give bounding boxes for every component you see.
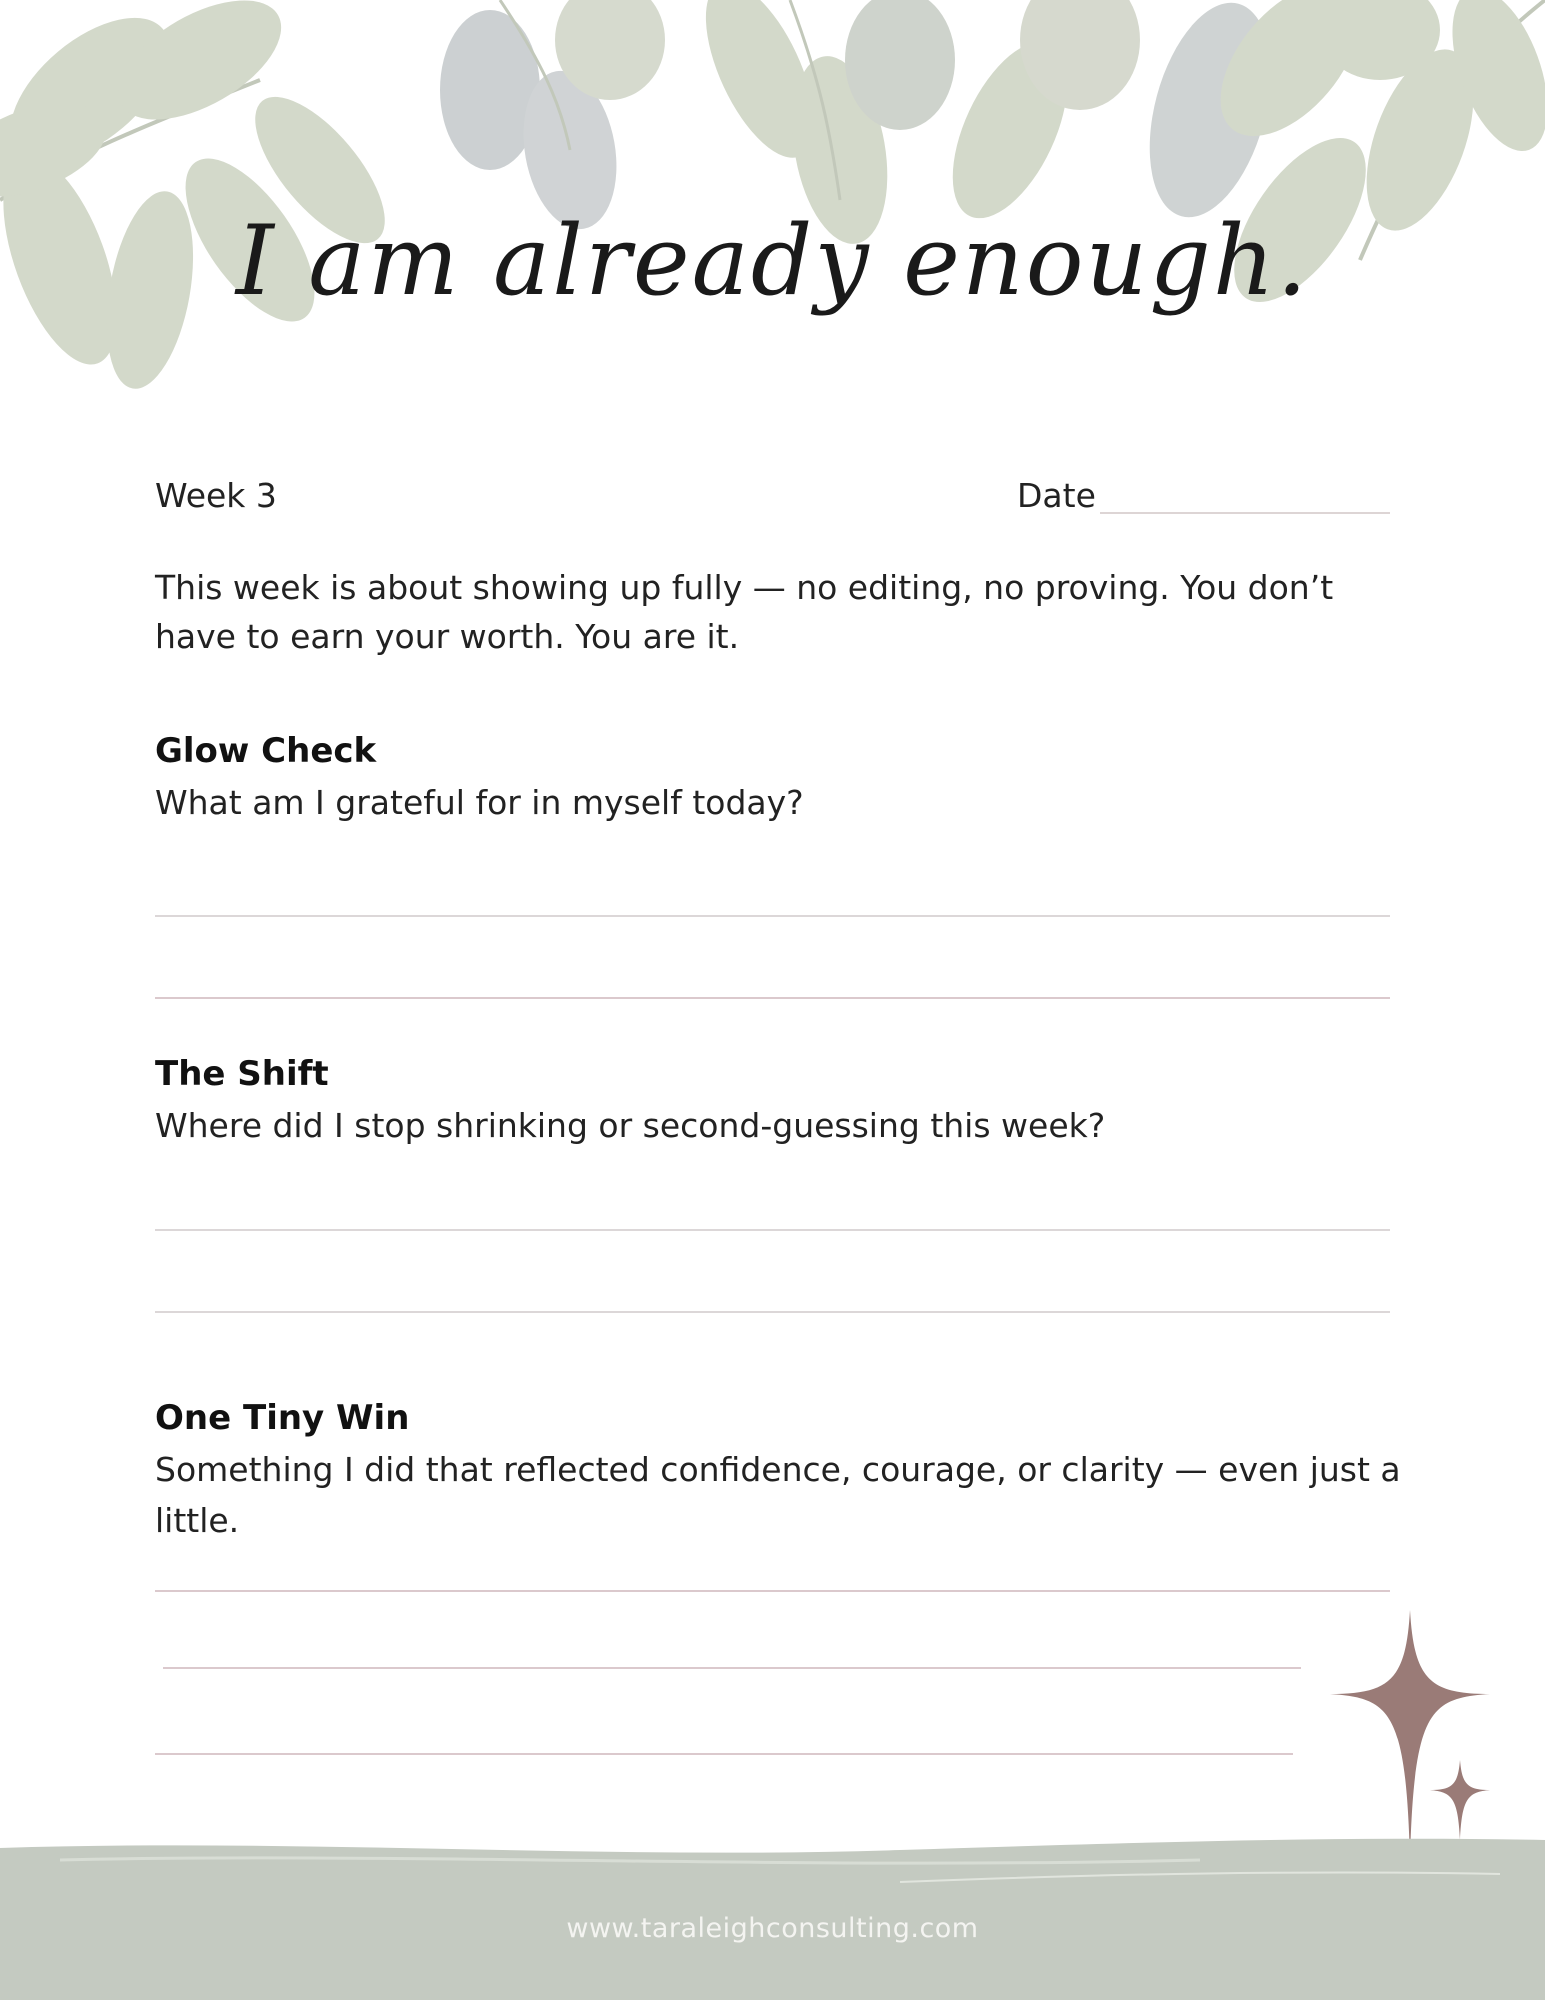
writing-line[interactable] [155,1753,1293,1755]
writing-line[interactable] [155,915,1390,917]
page-title: I am already enough. [235,205,1310,317]
writing-line[interactable] [163,1667,1301,1669]
footer-website-link[interactable]: www.taraleighconsulting.com [566,1913,979,1944]
section-prompt-one-tiny-win: Something I did that reflected confidence, courage, or clarity — even just a little. [155,1450,1401,1540]
section-heading-the-shift: The Shift [155,1054,329,1094]
date-field-line[interactable] [1100,512,1390,514]
section-heading-glow-check: Glow Check [155,731,377,771]
writing-line[interactable] [155,1229,1390,1231]
section-heading-one-tiny-win: One Tiny Win [155,1398,410,1438]
writing-line[interactable] [155,1590,1390,1592]
intro-paragraph: This week is about showing up fully — no editing, no proving. You don’t have to earn your worth. You are it. [155,568,1334,656]
writing-line[interactable] [155,1311,1390,1313]
week-label: Week 3 [155,476,277,515]
writing-line[interactable] [155,997,1390,999]
date-label: Date [1017,476,1096,515]
section-prompt-the-shift: Where did I stop shrinking or second-guessing this week? [155,1106,1106,1145]
section-prompt-glow-check: What am I grateful for in myself today? [155,783,804,822]
